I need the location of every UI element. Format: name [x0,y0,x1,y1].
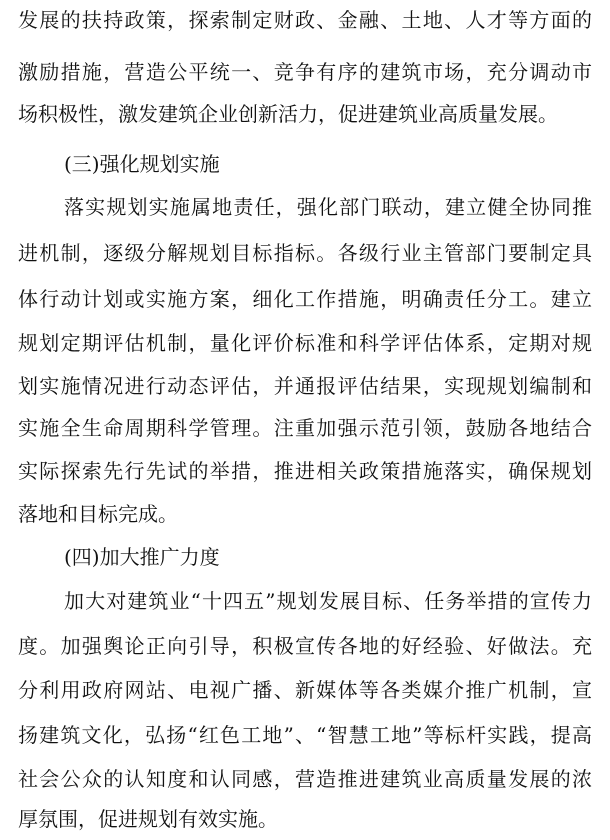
paragraph-line: 落实规划实施属地责任，强化部门联动，建立健全协同推 [64,195,592,219]
paragraph-line: 场积极性，激发建筑企业创新活力，促进建筑业高质量发展。 [18,102,558,126]
paragraph-line: 激励措施，营造公平统一、竞争有序的建筑市场，充分调动市 [18,60,592,84]
paragraph-line: 社会公众的认知度和认同感，营造推进建筑业高质量发展的浓 [18,767,592,791]
paragraph-line: 分利用政府网站、电视广播、新媒体等各类媒介推广机制，宣 [18,678,592,702]
paragraph-line: 发展的扶持政策，探索制定财政、金融、土地、人才等方面的 [18,8,592,32]
section-heading-4: (四)加大推广力度 [64,545,220,569]
paragraph-line: 落地和目标完成。 [18,502,178,526]
paragraph-line: 划实施情况进行动态评估，并通报评估结果，实现规划编制和 [18,374,592,398]
paragraph-line: 体行动计划或实施方案，细化工作措施，明确责任分工。建立 [18,287,592,311]
section-heading-3: (三)强化规划实施 [64,152,220,176]
paragraph-line: 度。加强舆论正向引导，积极宣传各地的好经验、好做法。充 [18,634,592,658]
paragraph-line: 进机制，逐级分解规划目标指标。各级行业主管部门要制定具 [18,241,592,265]
paragraph-line: 实施全生命周期科学管理。注重加强示范引领，鼓励各地结合 [18,416,592,440]
paragraph-line: 实际探索先行先试的举措，推进相关政策措施落实，确保规划 [18,459,592,483]
paragraph-line: 扬建筑文化，弘扬“红色工地”、“智慧工地”等标杆实践，提高 [18,723,592,747]
paragraph-line: 加大对建筑业“十四五”规划发展目标、任务举措的宣传力 [64,589,592,613]
paragraph-line: 厚氛围，促进规划有效实施。 [18,807,278,831]
paragraph-line: 规划定期评估机制，量化评价标准和科学评估体系，定期对规 [18,331,592,355]
